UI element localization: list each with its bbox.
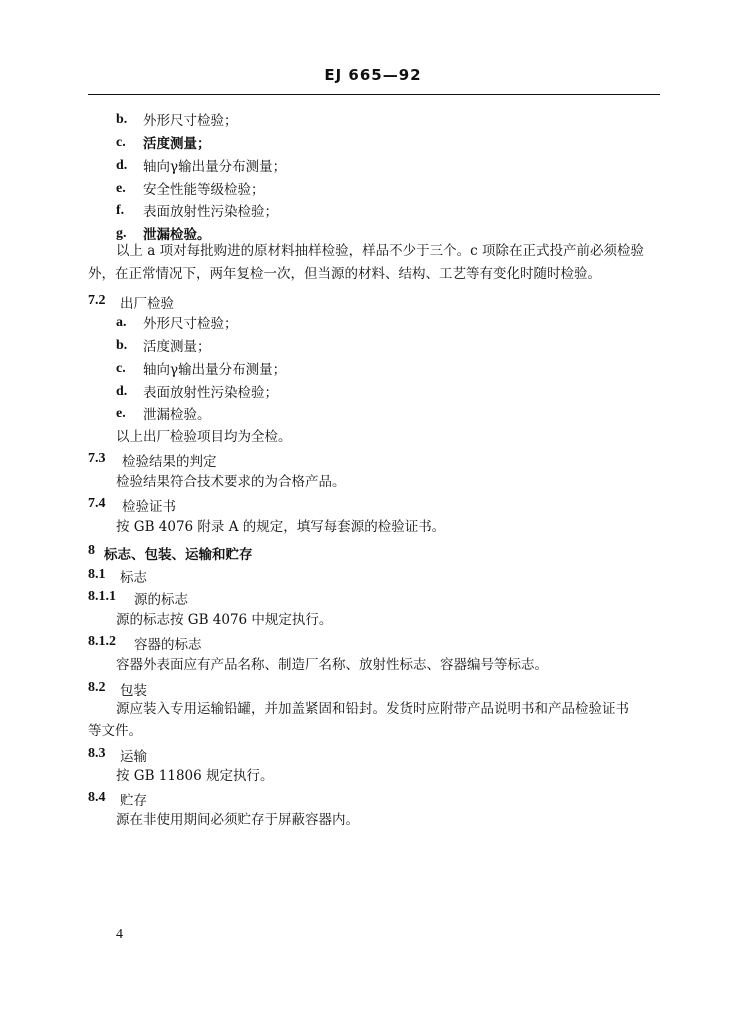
list-item: 外形尺寸检验； <box>143 113 238 129</box>
section-body: 等文件。 <box>88 723 142 739</box>
paragraph: 以上出厂检验项目均为全检。 <box>116 429 292 445</box>
section-title: 出厂检验 <box>120 296 174 312</box>
section-body: 源的标志按 GB 4076 中规定执行。 <box>116 612 333 628</box>
list-item: 安全性能等级检验； <box>143 182 265 198</box>
list-item: 活度测量； <box>143 136 211 152</box>
list-item: 活度测量； <box>143 339 211 355</box>
section-number: 8.1.1 <box>88 589 116 604</box>
list-item: 泄漏检验。 <box>143 407 211 423</box>
section-number: 7.3 <box>88 451 106 466</box>
list-item: 轴向γ输出量分布测量； <box>143 159 287 175</box>
section-body: 检验结果符合技术要求的为合格产品。 <box>116 474 346 490</box>
list-marker: e. <box>116 406 126 421</box>
list-item: 表面放射性污染检验； <box>143 385 278 401</box>
section-body: 容器外表面应有产品名称、制造厂名称、放射性标志、容器编号等标志。 <box>116 657 548 673</box>
section-number: 8.1 <box>88 567 106 582</box>
chapter-title: 标志、包装、运输和贮存 <box>104 547 253 563</box>
list-marker: d. <box>116 158 128 173</box>
chapter-number: 8 <box>88 543 95 558</box>
section-title: 包装 <box>120 683 147 699</box>
header-rule <box>88 94 660 95</box>
section-number: 7.2 <box>88 293 106 308</box>
list-marker: c. <box>116 135 126 150</box>
section-title: 检验证书 <box>122 499 176 515</box>
list-marker: b. <box>116 338 128 353</box>
section-number: 8.3 <box>88 746 106 761</box>
section-number: 7.4 <box>88 496 106 511</box>
paragraph: 以上 a 项对每批购进的原材料抽样检验，样品不少于三个。c 项除在正式投产前必须检验外，在正常情况下，两年复检一次，但当源的材料、结构、工艺等有变化时随时检验。 <box>88 243 644 282</box>
section-body: 源在非使用期间必须贮存于屏蔽容器内。 <box>116 812 359 828</box>
section-title: 容器的标志 <box>134 637 202 653</box>
list-marker: e. <box>116 181 126 196</box>
section-number: 8.1.2 <box>88 634 116 649</box>
list-marker: a. <box>116 315 127 330</box>
section-number: 8.2 <box>88 680 106 695</box>
section-body: 按 GB 4076 附录 A 的规定，填写每套源的检验证书。 <box>116 519 446 535</box>
list-marker: c. <box>116 361 126 376</box>
page-number: 4 <box>116 927 123 942</box>
list-marker: f. <box>116 203 125 218</box>
section-title: 源的标志 <box>134 592 188 608</box>
section-title: 贮存 <box>120 793 147 809</box>
list-item: 泄漏检验。 <box>143 227 211 243</box>
list-marker: b. <box>116 112 128 127</box>
list-item: 轴向γ输出量分布测量； <box>143 362 287 378</box>
section-body: 按 GB 11806 规定执行。 <box>116 768 274 784</box>
section-body: 源应装入专用运输铅罐，并加盖紧固和铅封。发货时应附带产品说明书和产品检验证书 <box>116 701 629 717</box>
section-title: 检验结果的判定 <box>122 454 217 470</box>
section-number: 8.4 <box>88 790 106 805</box>
section-title: 标志 <box>120 570 147 586</box>
list-marker: d. <box>116 384 128 399</box>
list-marker: g. <box>116 226 127 241</box>
list-item: 外形尺寸检验； <box>143 316 238 332</box>
standard-code: EJ 665—92 <box>324 66 422 84</box>
list-item: 表面放射性污染检验； <box>143 204 278 220</box>
section-title: 运输 <box>120 749 147 765</box>
